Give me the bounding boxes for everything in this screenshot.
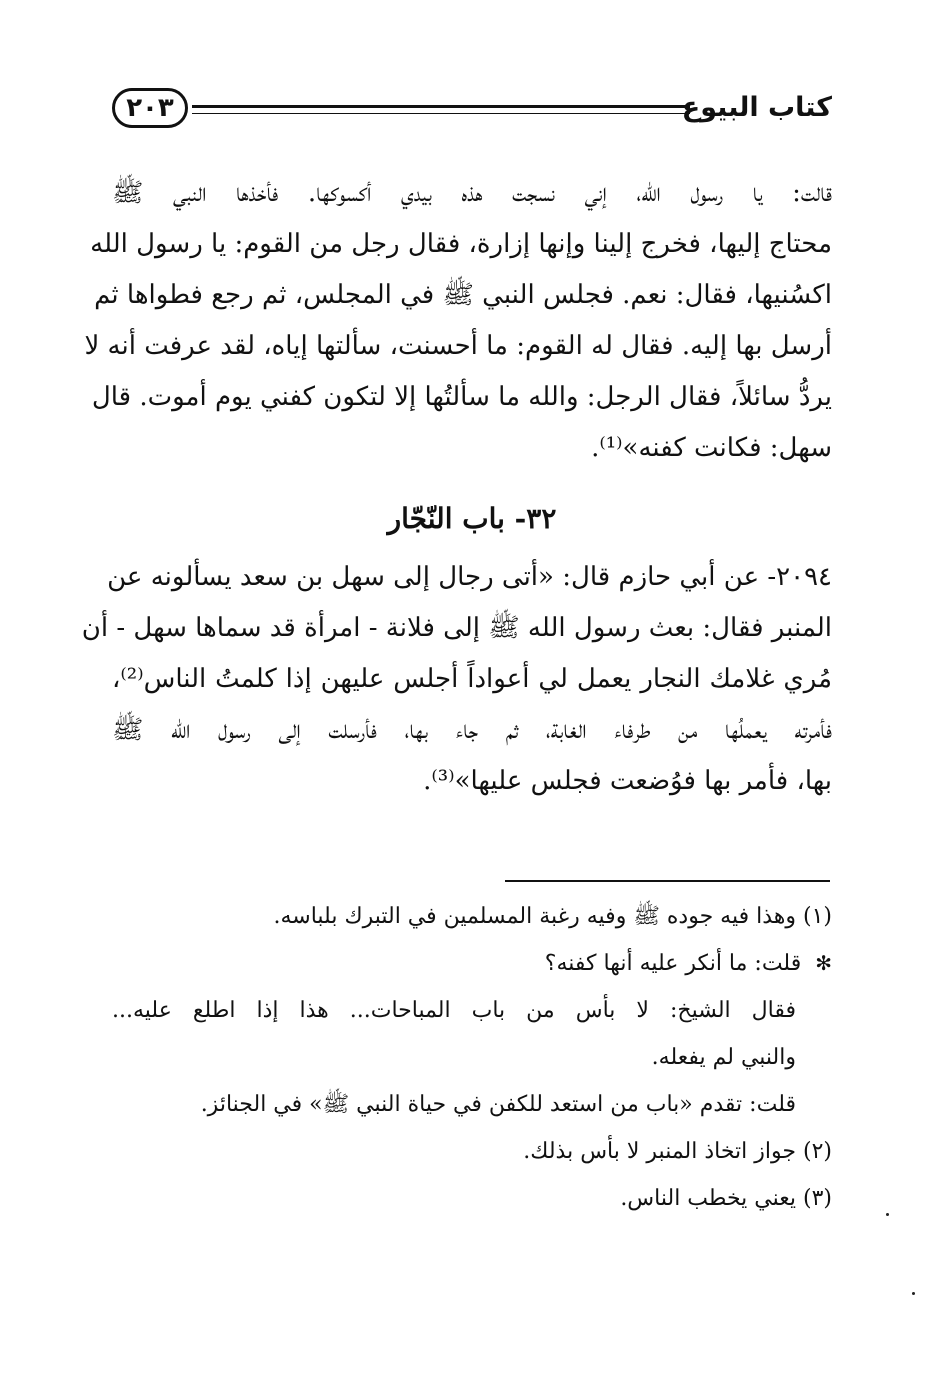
page-header	[112, 88, 832, 136]
text-line: مُري غلامك النجار يعمل لي أعواداً أجلس عليهن إذا كلمتُ الناس⁽²⁾،	[112, 664, 832, 694]
page-number: ٢٠٣	[112, 88, 188, 128]
text-line: المنبر فقال: بعث رسول الله ﷺ إلى فلانة - امرأة قد سماها سهل - أن	[81, 613, 832, 643]
scan-speck	[912, 1292, 915, 1295]
hadith-2094	[81, 552, 832, 807]
text-line: محتاج إليها، فخرج إلينا وإنها إزارة، فقال رجل من القوم: يا رسول الله	[90, 229, 832, 259]
text-line: ٢٠٩٤- عن أبي حازم قال: «أتى رجال إلى سهل بن سعد يسألونه عن	[107, 562, 832, 592]
footnote-separator	[505, 880, 830, 882]
footnote-2: (٢) جواز اتخاذ المنبر لا بأس بذلك.	[523, 1139, 832, 1164]
footnote-question	[112, 940, 832, 987]
header-rule	[192, 105, 690, 114]
asterism-icon: ✻	[815, 951, 832, 975]
footnote-answer-line: والنبي لم يفعله.	[651, 1045, 796, 1070]
text-line: أرسل بها إليه. فقال له القوم: ما أحسنت، سألتها إياه، لقد عرفت أنه لا	[84, 331, 832, 361]
text-line: بها، فأمر بها فوُضعت فجلس عليها»⁽³⁾.	[423, 766, 832, 796]
chapter-heading: ٣٢- باب النّجّار	[387, 502, 557, 535]
footnote-answer-line: فقال الشيخ: لا بأس من باب المباحات... هذا إذا اطلع عليه...	[112, 998, 796, 1023]
text-line: قالت: يا رسول الله، إني نسجت هذه بيدي أكسوكها. فأخذها النبي ﷺ	[112, 178, 832, 208]
footnote-3: (٣) يعني يخطب الناس.	[620, 1186, 832, 1211]
footnote-1: (١) وهذا فيه جوده ﷺ وفيه رغبة المسلمين في التبرك بلباسه.	[273, 904, 832, 929]
question-text: قلت: ما أنكر عليه أنها كفنه؟	[544, 951, 802, 976]
paragraph-continuation	[84, 168, 832, 474]
scan-speck	[886, 1213, 889, 1216]
footnote-question: قلت: تقدم «باب من استعد للكفن في حياة النبي ﷺ» في الجنائز.	[200, 1092, 796, 1117]
text-line: فأمرته يعملُها من طرفاء الغابة، ثم جاء بها، فأرسلت إلى رسول الله ﷺ	[112, 715, 832, 745]
book-title: كتاب البيوع	[681, 92, 832, 123]
text-line: اكسُنيها، فقال: نعم. فجلس النبي ﷺ في المجلس، ثم رجع فطواها ثم	[94, 280, 832, 310]
text-line: سهل: فكانت كفنه»⁽¹⁾.	[591, 433, 832, 463]
footnotes	[112, 893, 832, 1222]
text-line: يردُّ سائلاً، فقال الرجل: والله ما سألتُها إلا لتكون كفني يوم أموت. قال	[91, 382, 832, 412]
